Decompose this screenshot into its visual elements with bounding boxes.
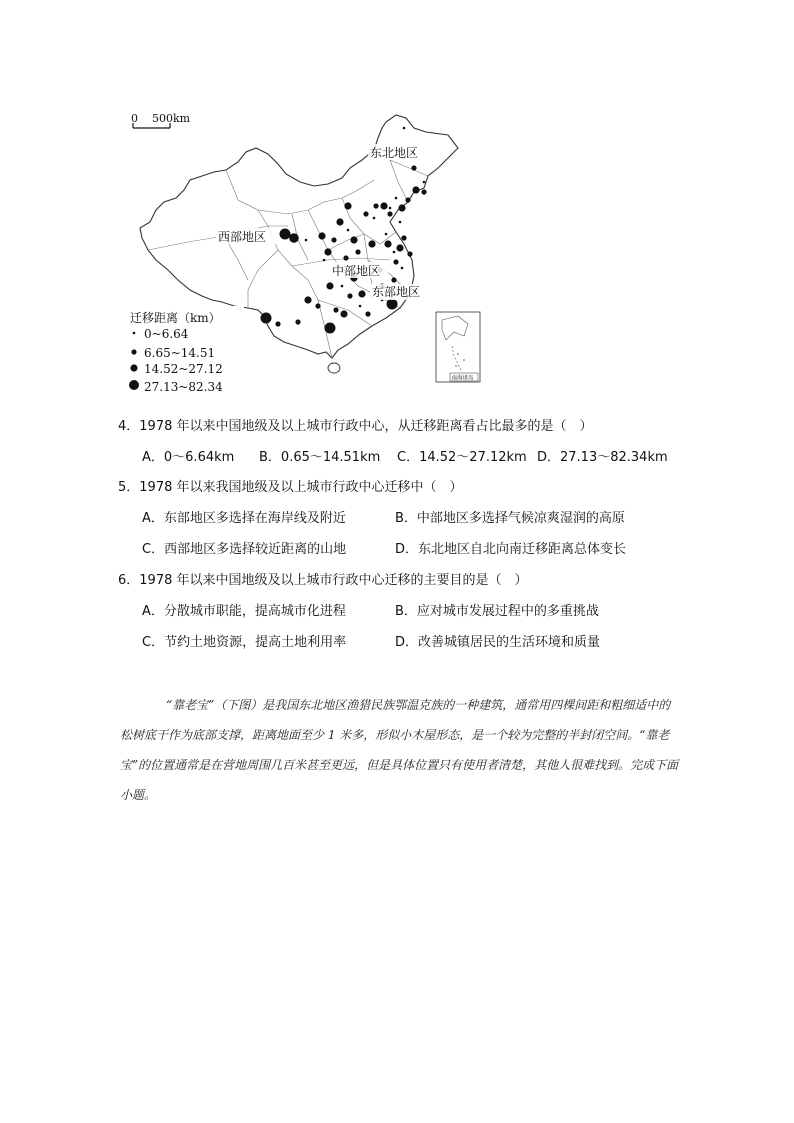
migration-dot [407,251,412,256]
migration-dot [355,249,360,254]
q5-option-c[interactable]: C．西部地区多选择较近距离的山地 [142,542,347,557]
q4-option-c[interactable]: C．14.52～27.12km [397,450,527,465]
migration-dot [421,189,426,194]
migration-dot [315,303,320,308]
migration-dot [359,305,362,308]
migration-dot [289,233,299,243]
migration-dot [324,248,331,255]
q4-option-a[interactable]: A．0～6.64km [142,450,235,465]
migration-dot [304,296,311,303]
migration-dot [280,229,291,240]
q5-option-d[interactable]: D．东北地区自北向南迁移距离总体变长 [395,542,627,557]
migration-dot [373,203,378,208]
migration-dot [323,259,326,262]
map-legend [128,306,244,394]
passage-text: “靠老宝”（下图）是我国东北地区渔猎民族鄂温克族的一种建筑，通常用四棵间距和粗细适中的松树底干作为底部支撑，距离地面至少 1 米多，形似小木屋形态，是一个较为完整的半封闭空间。“靠老宝”的位置通常是在营地周围几百米甚至更远，但是具体位置只有使用者清楚，其他人很难找到。完成下面小题。 [120,698,679,802]
migration-dot [318,232,325,239]
label-central: 中部地区 [332,264,381,278]
migration-dot [395,197,398,200]
scale-bar [131,112,191,128]
migration-dot [336,218,343,225]
migration-dot [326,282,333,289]
scale-value: 500km [152,112,191,125]
migration-dot [333,307,338,312]
migration-dot [341,285,344,288]
migration-dot [398,204,405,211]
migration-dot [325,323,336,334]
legend-title: 迁移距离（km） [130,311,221,325]
question-6-options-row-2 [142,634,600,652]
question-5-options-row-2 [142,541,626,559]
migration-dot [401,267,404,270]
legend-item-1: 0~6.64 [144,327,189,341]
legend-item-4: 27.13~82.34 [144,380,223,394]
migration-dot [384,240,391,247]
migration-dot [343,255,348,260]
migration-dot [412,186,419,193]
migration-dot [411,165,416,170]
question-6-options-row-1 [142,603,599,621]
south-china-sea-inset [436,312,480,382]
migration-dot [399,221,402,224]
q6-option-d[interactable]: D．改善城镇居民的生活环境和质量 [395,635,601,650]
migration-dot [423,181,426,184]
q4-option-b[interactable]: B．0.65～14.51km [259,450,381,465]
migration-dot [387,299,398,310]
scale-zero: 0 [131,112,138,125]
migration-dot [385,233,388,236]
migration-dot [380,202,387,209]
migration-dot [347,293,352,298]
migration-dot [275,321,280,326]
q5-option-b[interactable]: B．中部地区多选择气候凉爽湿润的高原 [395,511,625,526]
migration-dot [261,313,272,324]
migration-dot [340,310,347,317]
legend-item-2: 6.65~14.51 [144,346,216,360]
q6-option-b[interactable]: B．应对城市发展过程中的多重挑战 [395,604,599,619]
label-northeast: 东北地区 [370,146,419,160]
migration-dot [347,229,350,232]
migration-dot [393,259,398,264]
migration-dot [405,197,410,202]
migration-dot [368,240,375,247]
hainan-island [328,363,340,373]
migration-dot [331,237,336,242]
migration-dot [305,239,308,242]
migration-dot [344,202,351,209]
question-6-stem: 6．1978 年以来中国地级及以上城市行政中心迁移的主要目的是（ ） [118,573,528,588]
question-4-stem: 4．1978 年以来中国地级及以上城市行政中心，从迁移距离看占比最多的是（ ） [118,419,593,434]
migration-dot [389,207,392,210]
migration-dot [350,236,357,243]
migration-dot [387,211,392,216]
china-map-figure [128,110,486,394]
legend-item-3: 14.52~27.12 [144,362,223,376]
question-5-options-row-1 [142,510,625,528]
q6-option-a[interactable]: A．分散城市职能，提高城市化进程 [142,604,346,619]
migration-dot [365,311,370,316]
migration-dot [393,251,396,254]
passage-paragraph [120,690,680,810]
label-west: 西部地区 [218,230,267,244]
migration-dot [403,127,406,130]
question-5-stem: 5．1978 年以来我国地级及以上城市行政中心迁移中（ ） [118,480,463,495]
question-4-options [142,449,668,467]
migration-dot [401,235,406,240]
q5-option-a[interactable]: A．东部地区多选择在海岸线及附近 [142,511,346,526]
q6-option-c[interactable]: C．节约土地资源，提高土地利用率 [142,635,347,650]
migration-dot [363,211,368,216]
label-east: 东部地区 [372,285,421,299]
inset-label: 南海诸岛 [451,375,474,382]
migration-dot [396,244,403,251]
migration-dot [358,290,365,297]
migration-dot [295,319,300,324]
migration-dot [391,277,396,282]
q4-option-d[interactable]: D．27.13～82.34km [537,450,668,465]
migration-dot [373,217,376,220]
